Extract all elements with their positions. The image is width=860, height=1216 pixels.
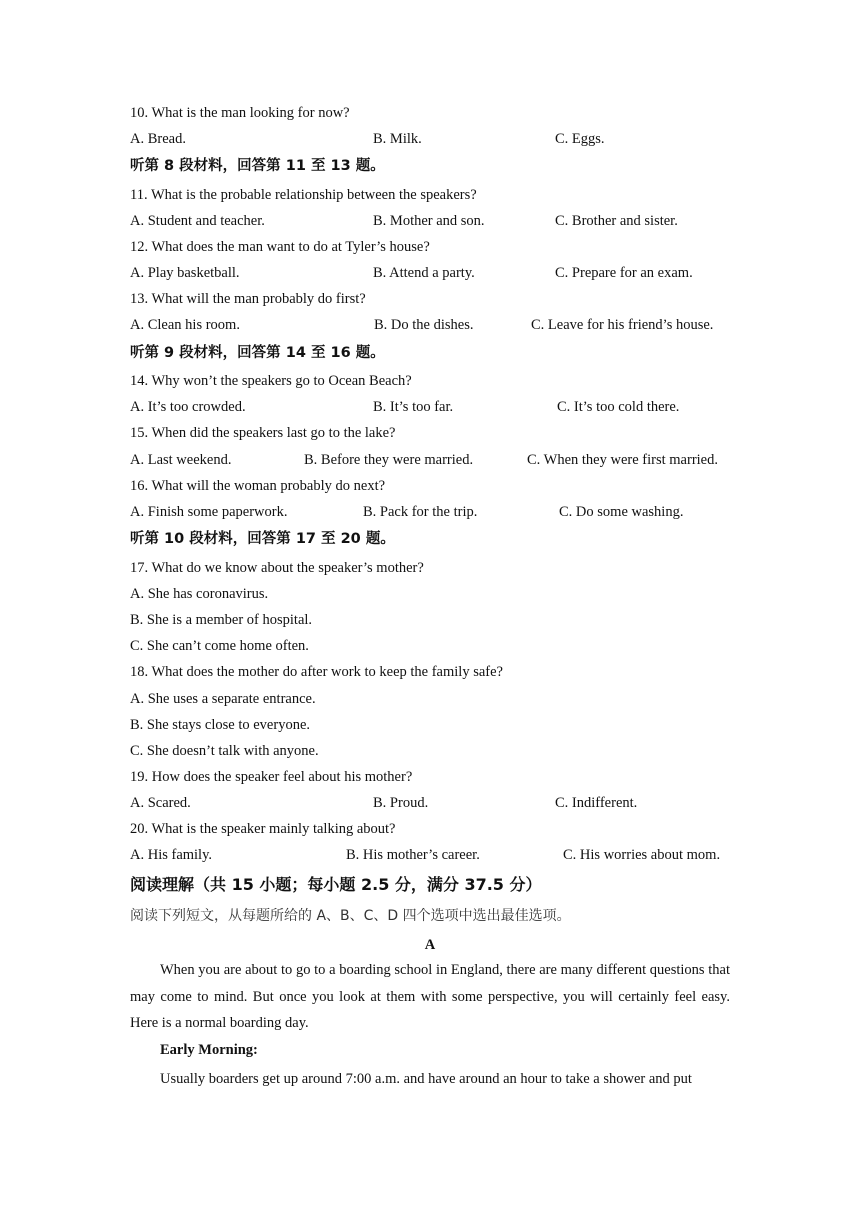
- question-13-stem: 13. What will the man probably do first?: [130, 291, 366, 307]
- question-12-stem: 12. What does the man want to do at Tyler’s house?: [130, 239, 430, 255]
- question-20-option-a: A. His family.: [130, 847, 213, 863]
- question-15-option-a: A. Last weekend.: [130, 452, 232, 468]
- question-19-stem: 19. How does the speaker feel about his mother?: [130, 769, 413, 785]
- question-15-stem: 15. When did the speakers last go to the lake?: [130, 425, 396, 441]
- section-heading-10: 听第 10 段材料，回答第 17 至 20 题。: [130, 531, 395, 547]
- question-16-option-c: C. Do some washing.: [559, 504, 684, 520]
- question-11-option-c: C. Brother and sister.: [555, 213, 678, 229]
- question-18-option-c: C. She doesn’t talk with anyone.: [130, 743, 319, 759]
- passage-paragraph-2: [130, 1066, 730, 1093]
- question-11-option-b: B. Mother and son.: [373, 213, 485, 229]
- question-14-option-c: C. It’s too cold there.: [557, 399, 680, 415]
- question-13-option-b: B. Do the dishes.: [374, 317, 474, 333]
- passage-paragraph-1-text: When you are about to go to a boarding school in England, there are many different questions that may come to mind. But once you look at them with some perspective, you will certainly feel easy. Here is a normal boarding day.: [130, 962, 730, 1031]
- question-19-option-c: C. Indifferent.: [555, 795, 638, 811]
- question-20-option-c: C. His worries about mom.: [563, 847, 721, 863]
- section-heading-8: 听第 8 段材料，回答第 11 至 13 题。: [130, 158, 385, 174]
- question-19-option-b: B. Proud.: [373, 795, 429, 811]
- question-15-option-b: B. Before they were married.: [304, 452, 474, 468]
- question-10-option-a: A. Bread.: [130, 131, 186, 147]
- question-13-option-a: A. Clean his room.: [130, 317, 240, 333]
- passage-subheading: Early Morning:: [160, 1042, 258, 1058]
- question-18-option-b: B. She stays close to everyone.: [130, 717, 311, 733]
- question-11-option-a: A. Student and teacher.: [130, 213, 265, 229]
- question-19-option-a: A. Scared.: [130, 795, 191, 811]
- passage-paragraph-1: [130, 957, 730, 1037]
- question-17-stem: 17. What do we know about the speaker’s mother?: [130, 560, 424, 576]
- question-12-option-b: B. Attend a party.: [373, 265, 475, 281]
- question-14-option-a: A. It’s too crowded.: [130, 399, 246, 415]
- question-12-option-a: A. Play basketball.: [130, 265, 240, 281]
- question-16-option-b: B. Pack for the trip.: [363, 504, 478, 520]
- section-heading-9: 听第 9 段材料，回答第 14 至 16 题。: [130, 345, 385, 361]
- question-18-option-a: A. She uses a separate entrance.: [130, 691, 316, 707]
- reading-section-title: 阅读理解（共 15 小题；每小题 2.5 分，满分 37.5 分）: [130, 875, 542, 894]
- question-17-option-a: A. She has coronavirus.: [130, 586, 269, 602]
- question-15-option-c: C. When they were first married.: [527, 452, 718, 468]
- question-14-stem: 14. Why won’t the speakers go to Ocean Beach?: [130, 373, 412, 389]
- question-16-option-a: A. Finish some paperwork.: [130, 504, 288, 520]
- passage-paragraph-2-text: Usually boarders get up around 7:00 a.m. and have around an hour to take a shower and put: [160, 1071, 692, 1087]
- question-12-option-c: C. Prepare for an exam.: [555, 265, 693, 281]
- passage-label: A: [424, 937, 436, 953]
- question-10-stem: 10. What is the man looking for now?: [130, 105, 350, 121]
- question-17-option-b: B. She is a member of hospital.: [130, 612, 313, 628]
- question-14-option-b: B. It’s too far.: [373, 399, 454, 415]
- question-10-option-b: B. Milk.: [373, 131, 422, 147]
- question-17-option-c: C. She can’t come home often.: [130, 638, 309, 654]
- question-20-option-b: B. His mother’s career.: [346, 847, 480, 863]
- question-20-stem: 20. What is the speaker mainly talking about?: [130, 821, 396, 837]
- question-11-stem: 11. What is the probable relationship between the speakers?: [130, 187, 477, 203]
- reading-instruction: 阅读下列短文，从每题所给的 A、B、C、D 四个选项中选出最佳选项。: [130, 908, 571, 924]
- question-13-option-c: C. Leave for his friend’s house.: [531, 317, 714, 333]
- question-16-stem: 16. What will the woman probably do next?: [130, 478, 386, 494]
- question-10-option-c: C. Eggs.: [555, 131, 605, 147]
- question-18-stem: 18. What does the mother do after work to keep the family safe?: [130, 664, 503, 680]
